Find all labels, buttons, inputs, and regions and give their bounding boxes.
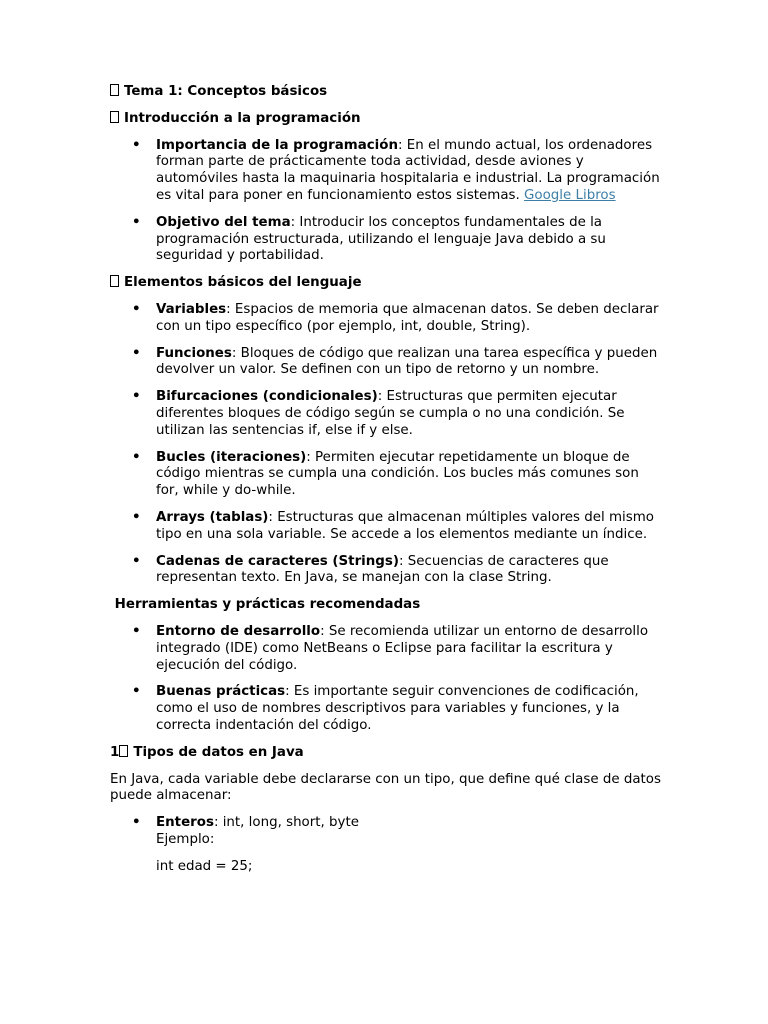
- item-text: : Es importante seguir convenciones de codificación, como el uso de nombres descriptivos para variables y funciones, y la correcta indentación del código.: [156, 684, 639, 733]
- missing-glyph-icon: [110, 84, 119, 96]
- item-term: Cadenas de caracteres (Strings): [156, 553, 399, 569]
- document-body: [110, 84, 662, 885]
- list-item: [110, 450, 662, 500]
- list-item: [110, 215, 662, 265]
- missing-glyph-icon: [119, 745, 128, 757]
- list-item: [110, 554, 662, 588]
- heading-tipos-de-datos: [110, 745, 662, 762]
- heading-herramientas: [110, 597, 662, 614]
- bullet-icon: •: [132, 389, 141, 405]
- item-text: : En el mundo actual, los ordenadores forman parte de prácticamente toda actividad, desde aviones y automóviles hasta la maquinaria hospitalaria e industrial. La programación es vital para poner en funcionamiento estos sistemas.: [156, 137, 660, 203]
- bullet-icon: •: [132, 345, 141, 361]
- bullet-icon: •: [132, 815, 141, 831]
- item-text: : int, long, short, byte: [213, 815, 359, 831]
- item-term: Importancia de la programación: [156, 137, 398, 153]
- list-elementos: [110, 302, 662, 587]
- item-term: Arrays (tablas): [156, 509, 269, 525]
- item-term: Buenas prácticas: [156, 684, 286, 700]
- heading-tema-1: [110, 84, 662, 101]
- item-text: : Introducir los conceptos fundamentales de la programación estructurada, utilizando el lenguaje Java debido a su seguridad y portabilidad.: [156, 214, 606, 264]
- item-term: Funciones: [156, 345, 232, 361]
- bullet-icon: •: [132, 553, 141, 569]
- bullet-icon: •: [132, 214, 141, 230]
- bullet-icon: •: [132, 137, 141, 153]
- item-text: : Estructuras que almacenan múltiples valores del mismo tipo en una sola variable. Se accede a los elementos mediante un índice.: [156, 509, 654, 542]
- google-libros-link[interactable]: Google Libros: [524, 187, 616, 203]
- item-term: Bifurcaciones (condicionales): [156, 389, 378, 405]
- list-item: [110, 624, 662, 674]
- bullet-icon: •: [132, 623, 141, 639]
- heading-number: 1: [110, 744, 120, 760]
- missing-glyph-icon: [110, 275, 119, 287]
- bullet-icon: •: [132, 509, 141, 525]
- list-introduccion: [110, 138, 662, 266]
- heading-text: Herramientas y prácticas recomendadas: [110, 597, 421, 613]
- list-item: [110, 346, 662, 380]
- bullet-icon: •: [132, 449, 141, 465]
- heading-text: Elementos básicos del lenguaje: [124, 275, 362, 291]
- heading-text: Tipos de datos en Java: [133, 744, 304, 760]
- item-text: : Bloques de código que realizan una tarea específica y pueden devolver un valor. Se definen con un tipo de retorno y un nombre.: [156, 345, 658, 378]
- list-item: [110, 389, 662, 439]
- heading-text: Tema 1: Conceptos básicos: [124, 84, 328, 99]
- item-term: Variables: [156, 301, 227, 317]
- item-text: : Espacios de memoria que almacenan datos. Se deben declarar con un tipo específico (por ejemplo, int, double, String).: [156, 301, 659, 334]
- item-text: : Estructuras que permiten ejecutar diferentes bloques de código según se cumpla o no una condición. Se utilizan las sentencias if, else if y else.: [156, 389, 625, 438]
- list-herramientas: [110, 624, 662, 735]
- item-text: : Se recomienda utilizar un entorno de desarrollo integrado (IDE) como NetBeans o Eclipse para facilitar la escritura y ejecución del código.: [156, 623, 649, 673]
- list-tipos: [110, 815, 662, 875]
- heading-introduccion: [110, 111, 662, 128]
- heading-text: Introducción a la programación: [124, 110, 361, 126]
- item-term: Entorno de desarrollo: [156, 623, 321, 639]
- item-text: : Permiten ejecutar repetidamente un bloque de código mientras se cumpla una condición. Los bucles más comunes son for, while y do-while.: [156, 449, 639, 499]
- bullet-icon: •: [132, 684, 141, 700]
- item-term: Objetivo del tema: [156, 214, 291, 230]
- list-item: [110, 138, 662, 205]
- item-text: : Secuencias de caracteres que representan texto. En Java, se manejan con la clase String.: [156, 553, 609, 586]
- heading-elementos: [110, 275, 662, 292]
- intro-paragraph: En Java, cada variable debe declararse con un tipo, que define qué clase de datos puede almacenar:: [110, 771, 661, 804]
- item-term: Enteros: [156, 815, 214, 831]
- example-label: Ejemplo:: [156, 831, 215, 847]
- code-example: int edad = 25;: [156, 858, 253, 874]
- item-term: Bucles (iteraciones): [156, 449, 307, 465]
- list-item: [110, 510, 662, 544]
- list-item: [110, 684, 662, 734]
- list-item: [110, 815, 662, 875]
- missing-glyph-icon: [110, 111, 119, 123]
- list-item: [110, 302, 662, 336]
- bullet-icon: •: [132, 301, 141, 317]
